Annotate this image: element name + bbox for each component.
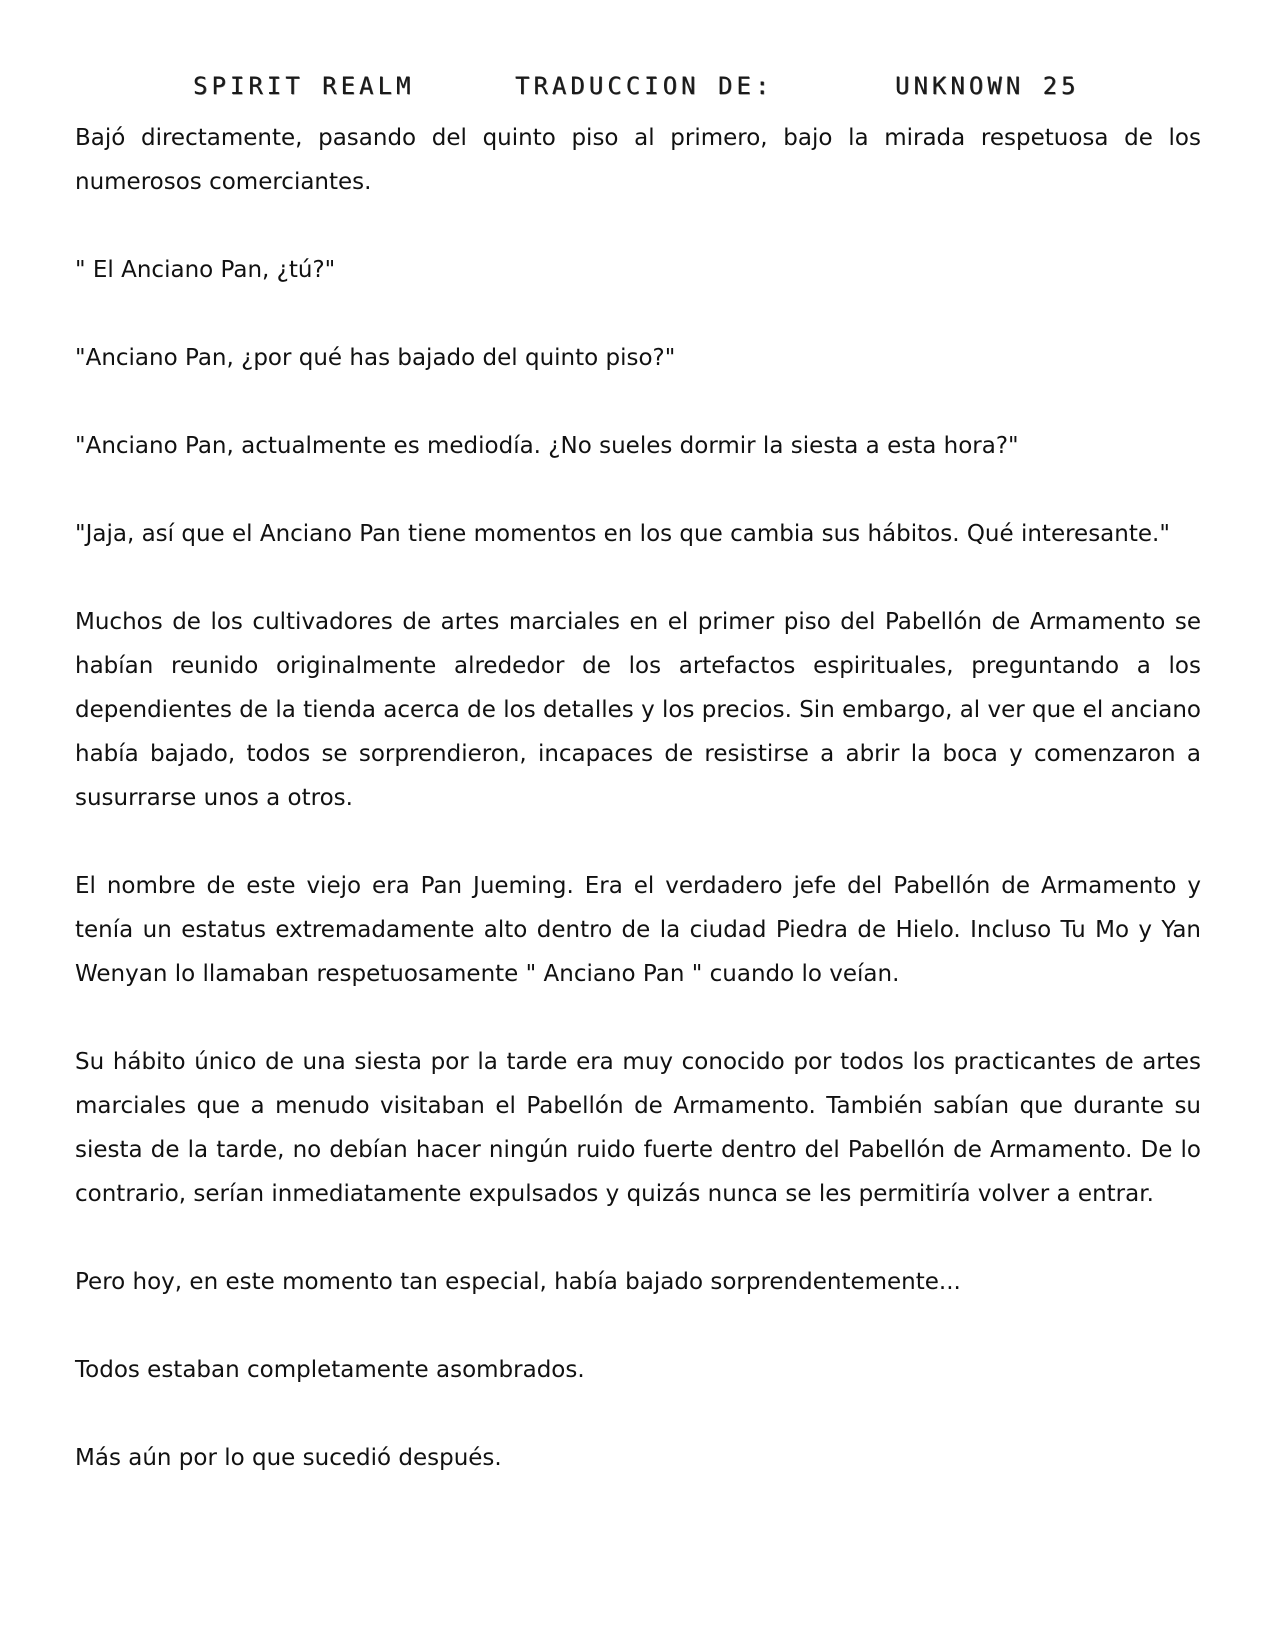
header-translation-label: TRADUCCION DE: <box>515 72 774 100</box>
paragraph: Su hábito único de una siesta por la tarde era muy conocido por todos los practicantes de artes marciales que a menudo visitaban el Pabellón de Armamento. También sabían que durante su siesta de la tarde, no debían hacer ningún ruido fuerte dentro del Pabellón de Armamento. De lo contrario, serían inmediatamente expulsados y quizás nunca se les permitiría volver a entrar. <box>75 1049 1201 1207</box>
paragraph: " El Anciano Pan, ¿tú?" <box>75 257 336 283</box>
paragraph: "Anciano Pan, ¿por qué has bajado del quinto piso?" <box>75 345 676 371</box>
header-translator-name: UNKNOWN 25 <box>895 72 1080 100</box>
paragraph: Muchos de los cultivadores de artes marciales en el primer piso del Pabellón de Armamento se habían reunido originalmente alrededor de los artefactos espirituales, preguntando a los dependientes de la tienda acerca de los detalles y los precios. Sin embargo, al ver que el anciano había bajado, todos se sorprendieron, incapaces de resistirse a abrir la boca y comenzaron a susurrarse unos a otros. <box>75 609 1201 811</box>
paragraph: Más aún por lo que sucedió después. <box>75 1445 502 1471</box>
paragraph: Bajó directamente, pasando del quinto piso al primero, bajo la mirada respetuosa de los numerosos comerciantes. <box>75 125 1201 195</box>
page-header <box>0 72 1275 108</box>
paragraph: Pero hoy, en este momento tan especial, había bajado sorprendentemente... <box>75 1269 961 1295</box>
document-body <box>75 116 1201 1524</box>
paragraph: Todos estaban completamente asombrados. <box>75 1357 585 1383</box>
paragraph: "Anciano Pan, actualmente es mediodía. ¿No sueles dormir la siesta a esta hora?" <box>75 433 1019 459</box>
paragraph: El nombre de este viejo era Pan Jueming. Era el verdadero jefe del Pabellón de Armamento y tenía un estatus extremadamente alto dentro de la ciudad Piedra de Hielo. Incluso Tu Mo y Yan Wenyan lo llamaban respetuosamente " Anciano Pan " cuando lo veían. <box>75 873 1201 987</box>
header-series-title: SPIRIT REALM <box>193 72 415 100</box>
paragraph: "Jaja, así que el Anciano Pan tiene momentos en los que cambia sus hábitos. Qué interesante." <box>75 521 1170 547</box>
